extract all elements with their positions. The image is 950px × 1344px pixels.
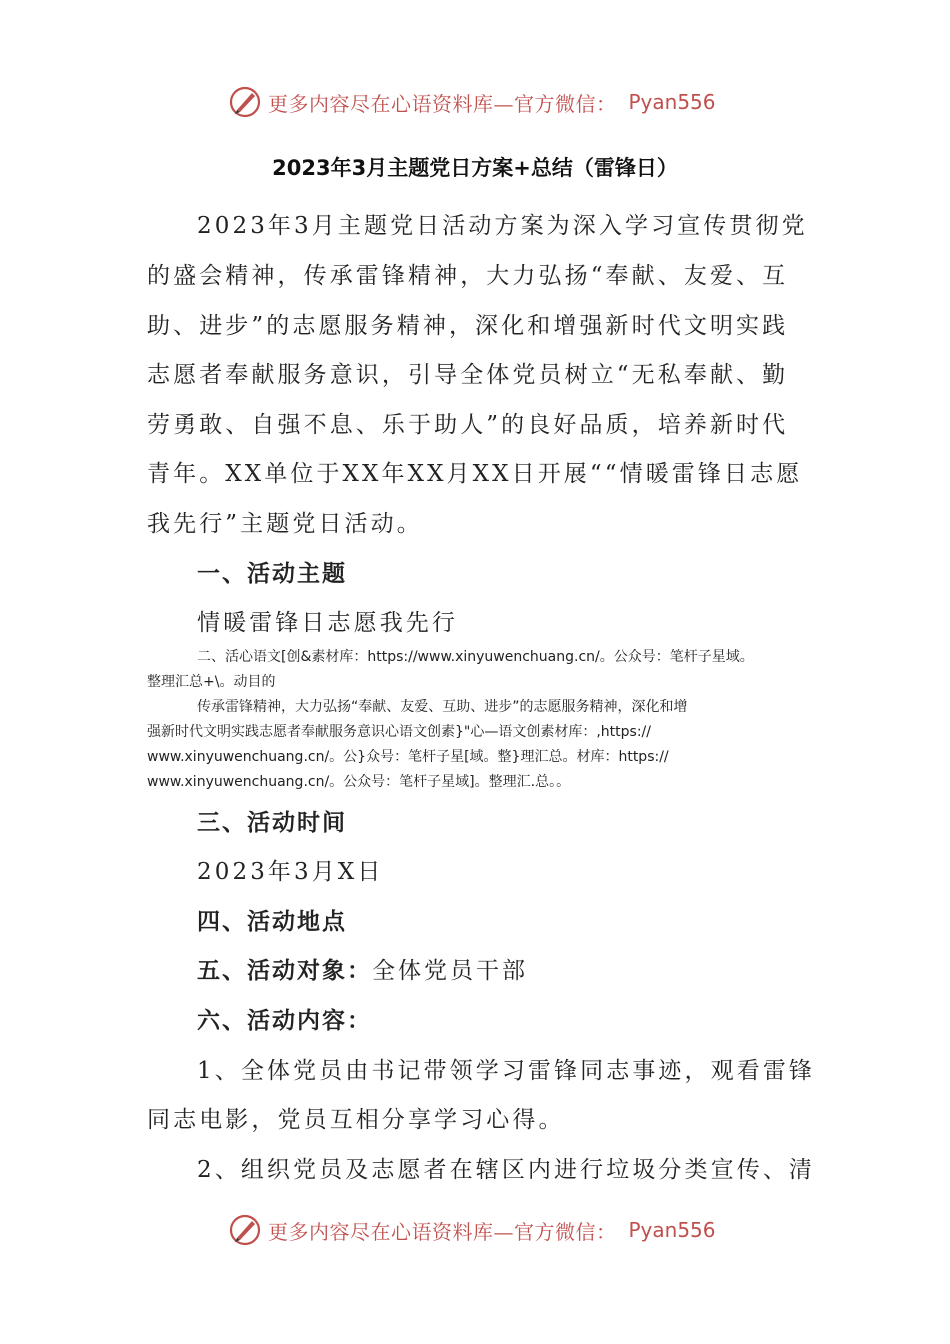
watermark-banner-bottom (228, 1210, 748, 1250)
section-heading-time: 三、活动时间 (197, 810, 347, 836)
intro-line: 我先行”主题党日活动。 (147, 511, 423, 537)
section-audience (197, 952, 857, 985)
section-heading-content: 六、活动内容： (197, 1008, 372, 1034)
section-content-time: 2023年3月X日 (197, 859, 384, 885)
intro-line: 的盛会精神，传承雷锋精神，大力弘扬“奉献、友爱、互 (147, 263, 789, 289)
section-heading-location: 四、活动地点 (197, 909, 347, 935)
content-line: 同志电影，党员互相分享学习心得。 (147, 1107, 565, 1133)
section2-line: www.xinyuwenchuang.cn/。公众号：笔杆子星域]。整理汇.总。。 (147, 774, 571, 790)
intro-line: 青年。XX单位于XX年XX月XX日开展““情暖雷锋日志愿 (147, 461, 803, 487)
section2-line: 强新时代文明实践志愿者奉献服务意识心语文创素}"心—语文创素材库：,https:// (147, 724, 651, 740)
watermark-wechat: Pyan556 (628, 90, 716, 114)
section2-line: 整理汇总+\。动目的 (147, 674, 276, 690)
pen-logo-icon (228, 1213, 262, 1247)
section-content-audience: 全体党员干部 (372, 958, 528, 984)
section-heading-theme: 一、活动主题 (197, 561, 347, 587)
watermark-banner-top (228, 82, 748, 122)
pen-logo-icon (228, 85, 262, 119)
watermark-text: 更多内容尽在心语资料库—官方微信： (268, 1219, 617, 1244)
section2-line: 二、活心语文[创&素材库：https://www.xinyuwenchuang.cn/。公众号：笔杆子星域。 (197, 649, 754, 665)
section2-line: 传承雷锋精神，大力弘扬“奉献、友爱、互助、进步”的志愿服务精神，深化和增 (197, 699, 688, 715)
watermark-wechat: Pyan556 (628, 1218, 716, 1242)
section2-line: www.xinyuwenchuang.cn/。公}众号：笔杆子星[域。整}理汇总。材库：https:// (147, 749, 669, 765)
content-line: 2、组织党员及志愿者在辖区内进行垃圾分类宣传、清 (197, 1157, 816, 1183)
content-line: 1、全体党员由书记带领学习雷锋同志事迹，观看雷锋 (197, 1058, 816, 1084)
watermark-text: 更多内容尽在心语资料库—官方微信： (268, 91, 617, 116)
intro-line: 2023年3月主题党日活动方案为深入学习宣传贯彻党 (197, 213, 808, 239)
document-title: 2023年3月主题党日方案+总结（雷锋日） (272, 156, 678, 180)
section-content-theme: 情暖雷锋日志愿我先行 (197, 610, 458, 636)
section-heading-audience: 五、活动对象： (197, 958, 372, 984)
intro-line: 志愿者奉献服务意识，引导全体党员树立“无私奉献、勤 (147, 362, 789, 388)
intro-line: 助、进步”的志愿服务精神，深化和增强新时代文明实践 (147, 313, 789, 339)
intro-line: 劳勇敢、自强不息、乐于助人”的良好品质，培养新时代 (147, 412, 789, 438)
